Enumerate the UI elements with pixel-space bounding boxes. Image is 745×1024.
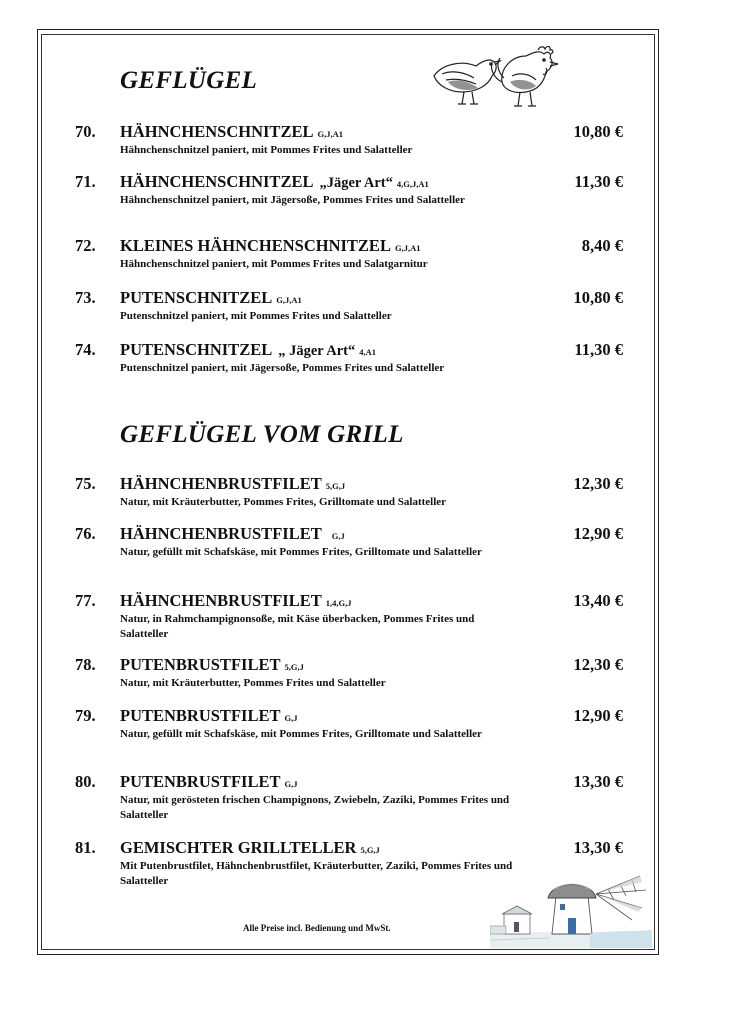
- item-allergens: G,J,A1: [276, 295, 302, 305]
- item-name: PUTENSCHNITZEL: [120, 288, 273, 307]
- chickens-illustration-icon: [428, 42, 560, 110]
- item-name: HÄHNCHENBRUSTFILET: [120, 474, 322, 493]
- item-allergens: 5,G,J: [325, 481, 346, 491]
- item-number: 81.: [75, 838, 96, 857]
- item-title: [120, 655, 304, 675]
- item-title: [120, 474, 345, 494]
- item-price: 12,30 €: [573, 655, 623, 674]
- item-price: 10,80 €: [573, 122, 623, 141]
- item-number: 76.: [75, 524, 96, 543]
- item-description: Mit Putenbrustfilet, Hähnchenbrustfilet, Kräuterbutter, Zaziki, Pommes Frites und Salatteller: [120, 860, 513, 887]
- item-number: 74.: [75, 340, 96, 359]
- item-style: „Jäger Art“: [319, 175, 393, 191]
- item-title: [120, 524, 345, 544]
- item-allergens: G,J,A1: [317, 129, 343, 139]
- item-title: [120, 172, 429, 192]
- item-title: [120, 340, 376, 360]
- item-name: GEMISCHTER GRILLTELLER: [120, 838, 357, 857]
- item-number: 77.: [75, 591, 96, 610]
- item-number: 71.: [75, 172, 96, 191]
- item-name: HÄHNCHENSCHNITZEL: [120, 122, 314, 141]
- item-price: 13,40 €: [573, 591, 623, 610]
- item-title: [120, 288, 302, 308]
- item-title: [120, 591, 351, 611]
- item-price: 10,80 €: [573, 288, 623, 307]
- item-number: 80.: [75, 772, 96, 791]
- item-number: 75.: [75, 474, 96, 493]
- item-number: 70.: [75, 122, 96, 141]
- item-allergens: G,J: [331, 531, 345, 541]
- item-name: PUTENSCHNITZEL: [120, 340, 273, 359]
- item-description: Hähnchenschnitzel paniert, mit Pommes Frites und Salatteller: [120, 144, 413, 156]
- footer-note: Alle Preise incl. Bedienung und MwSt.: [243, 923, 391, 933]
- item-price: 13,30 €: [573, 772, 623, 791]
- section-title-gefluegel-vom-grill: GEFLÜGEL VOM GRILL: [120, 421, 404, 448]
- windmill-illustration-icon: [490, 868, 652, 948]
- item-allergens: G,J,A1: [394, 243, 421, 253]
- item-title: [120, 236, 420, 256]
- item-description: Putenschnitzel paniert, mit Pommes Frites und Salatteller: [120, 310, 392, 322]
- item-description: Natur, in Rahmchampignonsoße, mit Käse überbacken, Pommes Frites und Salatteller: [120, 613, 475, 640]
- item-number: 79.: [75, 706, 96, 725]
- item-price: 13,30 €: [573, 838, 623, 857]
- item-allergens: 4,G,J,A1: [396, 179, 429, 189]
- item-price: 11,30 €: [574, 172, 623, 191]
- item-description: Natur, mit Kräuterbutter, Pommes Frites und Salatteller: [120, 677, 386, 689]
- item-name: HÄHNCHENBRUSTFILET: [120, 524, 322, 543]
- item-name: KLEINES HÄHNCHENSCHNITZEL: [120, 236, 391, 255]
- item-price: 12,90 €: [573, 706, 623, 725]
- item-title: [120, 772, 297, 792]
- item-price: 11,30 €: [574, 340, 623, 359]
- item-description: Natur, mit Kräuterbutter, Pommes Frites, Grilltomate und Salatteller: [120, 496, 447, 508]
- item-name: HÄHNCHENBRUSTFILET: [120, 591, 322, 610]
- item-description: Natur, mit gerösteten frischen Champignons, Zwiebeln, Zaziki, Pommes Frites und Salatteller: [120, 794, 510, 821]
- item-price: 12,90 €: [573, 524, 623, 543]
- section-title-gefluegel: GEFLÜGEL: [120, 67, 258, 94]
- item-description: Putenschnitzel paniert, mit Jägersoße, Pommes Frites und Salatteller: [120, 362, 445, 374]
- item-price: 12,30 €: [573, 474, 623, 493]
- item-name: PUTENBRUSTFILET: [120, 706, 281, 725]
- item-title: [120, 122, 343, 142]
- item-description: Hähnchenschnitzel paniert, mit Jägersoße, Pommes Frites und Salatteller: [120, 194, 465, 206]
- item-allergens: G,J: [284, 779, 298, 789]
- item-price: 8,40 €: [581, 236, 623, 255]
- item-number: 78.: [75, 655, 96, 674]
- item-description: Natur, gefüllt mit Schafskäse, mit Pommes Frites, Grilltomate und Salatteller: [120, 546, 482, 558]
- item-number: 73.: [75, 288, 96, 307]
- item-allergens: 4,A1: [359, 347, 377, 357]
- item-style: „ Jäger Art“: [278, 343, 356, 359]
- item-title: [120, 706, 297, 726]
- item-name: PUTENBRUSTFILET: [120, 772, 281, 791]
- item-allergens: 5,G,J: [284, 662, 304, 672]
- item-title: [120, 838, 380, 858]
- item-allergens: G,J: [284, 713, 298, 723]
- item-name: PUTENBRUSTFILET: [120, 655, 281, 674]
- item-number: 72.: [75, 236, 96, 255]
- item-description: Natur, gefüllt mit Schafskäse, mit Pommes Frites, Grilltomate und Salatteller: [120, 728, 482, 740]
- item-allergens: 5,G,J: [360, 845, 380, 855]
- item-allergens: 1,4,G,J: [325, 598, 352, 608]
- item-description: Hähnchenschnitzel paniert, mit Pommes Frites und Salatgarnitur: [120, 258, 428, 270]
- item-name: HÄHNCHENSCHNITZEL: [120, 172, 314, 191]
